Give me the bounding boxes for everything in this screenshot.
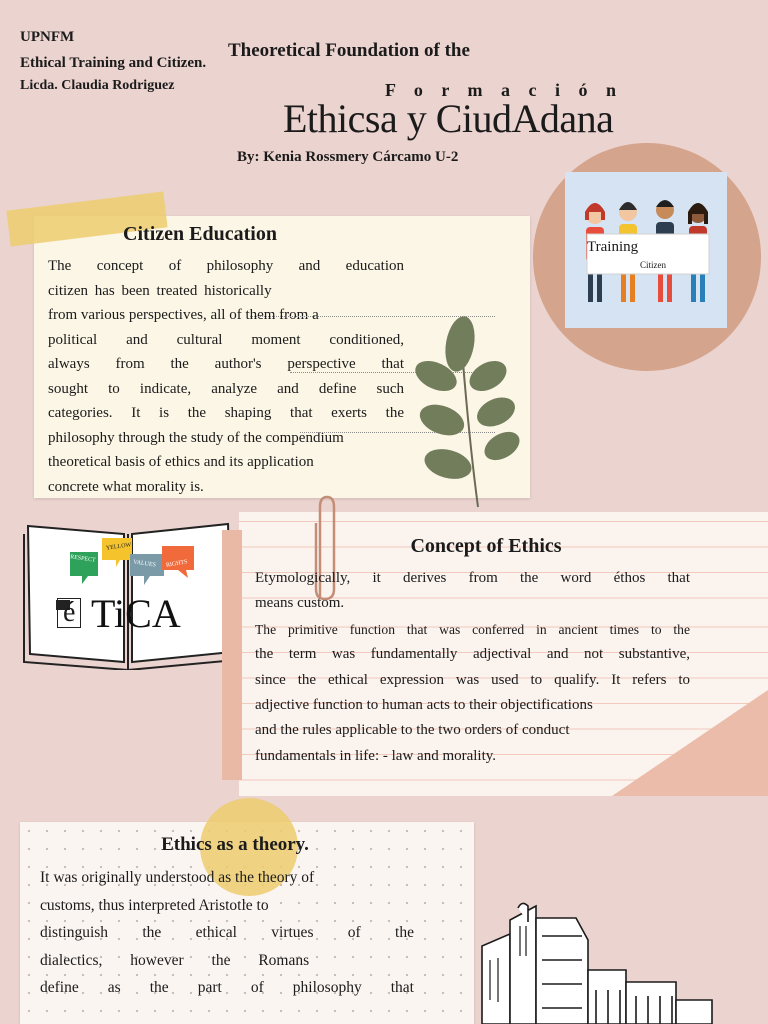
- bubble-label: YELLOW: [105, 542, 132, 552]
- course-name: Ethical Training and Citizen.: [20, 55, 207, 71]
- text-line: citizen has been treated historically: [48, 282, 272, 299]
- org-name: UPNFM: [20, 29, 75, 45]
- text-line: from various perspectives, all of them from a: [48, 307, 319, 323]
- teacher-name: Licda. Claudia Rodriguez: [20, 78, 175, 93]
- building-sketch-icon: [476, 900, 716, 1024]
- people-illustration: [565, 172, 727, 328]
- text-line: political and cultural moment conditioned,: [48, 331, 404, 348]
- text-line: sought to indicate, analyze and define such: [48, 380, 404, 397]
- text-line: customs, thus interpreted Aristotle to: [40, 896, 269, 914]
- title-top: Theoretical Foundation of the: [228, 40, 470, 61]
- concept-of-ethics-text: [255, 566, 690, 769]
- text-line: concrete what morality is.: [48, 478, 204, 495]
- text-line: means custom.: [255, 595, 345, 612]
- header-info: [20, 24, 210, 96]
- text-line: and the rules applicable to the two orders of conduct: [255, 722, 570, 739]
- text-line: categories. It is the shaping that exerts the: [48, 405, 404, 421]
- etica-letter-e: é: [57, 598, 81, 628]
- page-title: Ethicsa y CiudAdana: [283, 96, 614, 141]
- text-line: since the ethical expression was used to qualify. It refers to: [255, 671, 690, 688]
- text-line: dialectics, however the Romans: [40, 951, 310, 969]
- bubble-label: RESPECT: [69, 554, 96, 564]
- citizen-education-text: [48, 254, 404, 499]
- text-line: theoretical basis of ethics and its application: [48, 454, 314, 470]
- bubble-label: RIGHTS: [165, 559, 189, 569]
- sign-sub-text: Citizen: [640, 260, 666, 270]
- text-line: The concept of philosophy and education: [48, 258, 404, 274]
- leaf-branch-icon: [408, 312, 528, 512]
- ethics-theory-title: Ethics as a theory.: [161, 834, 309, 855]
- text-line: The primitive function that was conferred in ancient times to the: [255, 621, 690, 637]
- ethics-theory-text: [40, 864, 414, 1002]
- text-line: Etymologically, it derives from the word éthos that: [255, 570, 690, 586]
- text-line: fundamentals in life: - law and morality.: [255, 747, 497, 764]
- text-line: philosophy through the study of the compendium: [48, 429, 344, 446]
- sign-main-text: Training: [587, 239, 639, 255]
- text-line: distinguish the ethical virtues of the: [40, 924, 414, 941]
- text-line: adjective function to human acts to their objectifications: [255, 697, 593, 714]
- author-byline: By: Kenia Rossmery Cárcamo U-2: [237, 149, 459, 165]
- text-line: always from the author's perspective that: [48, 356, 404, 372]
- etica-word: TiCA: [91, 591, 181, 636]
- text-line: define as the part of philosophy that: [40, 979, 414, 996]
- text-line: It was originally understood as the theory of: [40, 869, 315, 886]
- concept-of-ethics-title: Concept of Ethics: [410, 535, 562, 557]
- text-line: the term was fundamentally adjectival and not substantive,: [255, 646, 690, 663]
- salmon-accent: [222, 530, 242, 780]
- bubble-label: VALUES: [132, 559, 157, 569]
- title-formacion: F o r m a c i ó n: [385, 80, 623, 100]
- citizen-education-title: Citizen Education: [123, 223, 277, 245]
